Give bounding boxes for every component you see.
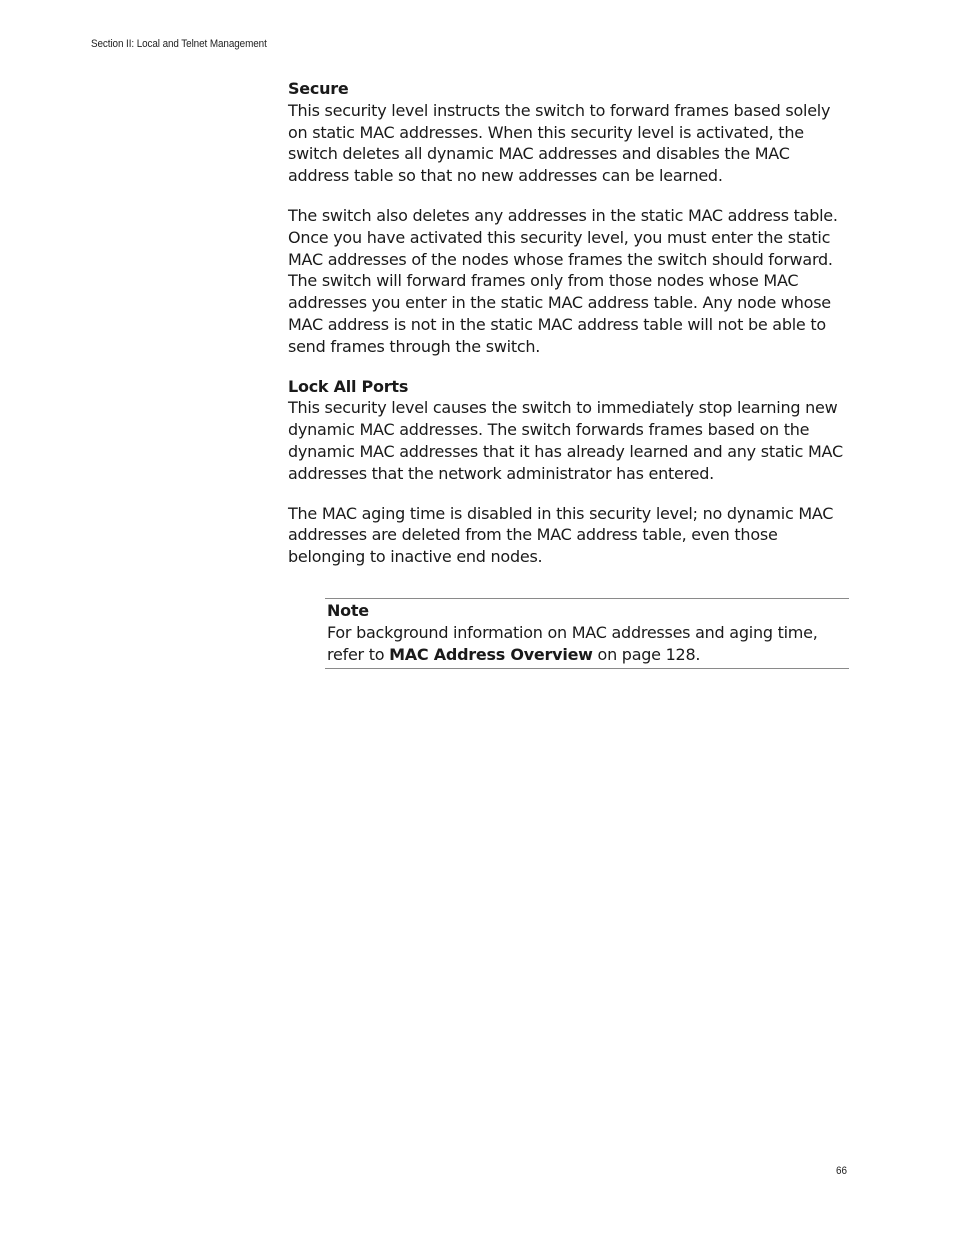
paragraph: The MAC aging time is disabled in this security level; no dynamic MAC addresses are deleted from the MAC address table, even those belonging to inactive end nodes. — [288, 503, 834, 567]
section-secure — [288, 78, 854, 358]
body-column — [288, 78, 854, 568]
note-text-before: For background information on MAC addresses and aging time, refer to — [327, 622, 818, 664]
mac-address-overview-link[interactable]: MAC Address Overview — [389, 644, 593, 664]
paragraph: The switch also deletes any addresses in the static MAC address table. Once you have activated this security level, you must enter the static MAC addresses of the nodes whose frames the switch should forward. The switch will forward frames only from those nodes whose MAC addresses you enter in the static MAC address table. Any node whose MAC address is not in the static MAC address table will not be able to send frames through the switch. — [288, 205, 838, 356]
note-text-after: on page 128. — [592, 644, 701, 664]
page-number: 66 — [836, 1165, 848, 1177]
note-text — [327, 622, 849, 666]
section-heading: Lock All Ports — [288, 376, 409, 396]
note-box — [325, 598, 849, 669]
paragraph: This security level instructs the switch to forward frames based solely on static MAC addresses. When this security level is activated, the switch deletes all dynamic MAC addresses and disables the MAC address table so that no new addresses can be learned. — [288, 100, 831, 186]
running-header: Section II: Local and Telnet Management — [91, 38, 267, 50]
note-title: Note — [327, 601, 369, 620]
section-lock-all-ports — [288, 376, 854, 568]
paragraph: This security level causes the switch to immediately stop learning new dynamic MAC addresses. The switch forwards frames based on the dynamic MAC addresses that it has already learned and any static MAC addresses that the network administrator has entered. — [288, 398, 843, 483]
section-heading: Secure — [288, 79, 349, 98]
